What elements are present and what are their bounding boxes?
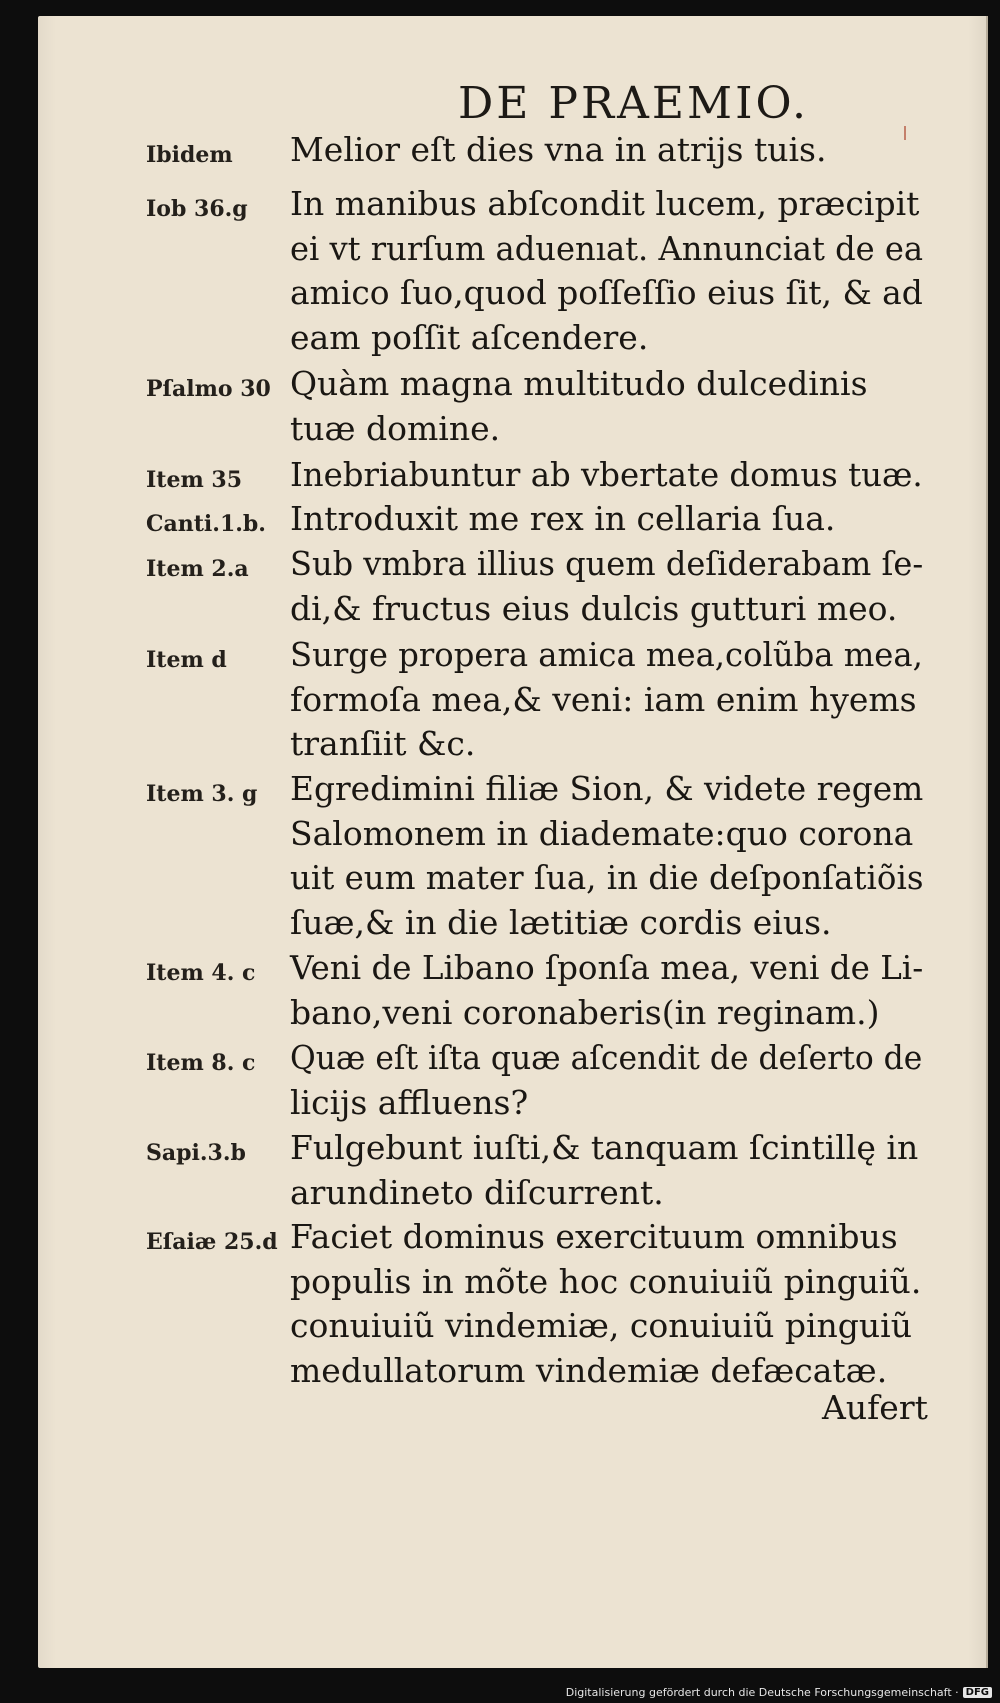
margin-ref: Item 3. g xyxy=(146,781,258,807)
text-line: conuiuiũ vindemiæ, conuiuiũ pinguiũ xyxy=(290,1306,912,1345)
text-line: Fulgebunt iuſti,& tanquam ſcintillę in xyxy=(290,1128,919,1167)
text-line: Egredimini filiæ Sion, & videte regem xyxy=(290,769,924,808)
footer-credit: Digitalisierung gefördert durch die Deutsche Forschungsgemeinschaft · xyxy=(565,1686,959,1699)
text-line: licijs affluens? xyxy=(290,1082,529,1122)
text-line: Melior eſt dies vna in atrijs tuis. xyxy=(290,130,827,169)
text-line: Inebriabuntur ab vbertate domus tuæ. xyxy=(290,455,923,494)
text-line: Veni de Libano ſponſa mea, veni de Li- xyxy=(290,948,924,987)
margin-ref: Eſaiæ 25.d xyxy=(146,1229,278,1255)
text-line: Quæ eſt iſta quæ aſcendit de deſerto de xyxy=(290,1038,923,1077)
text-line: populis in mõte hoc conuiuiũ pinguiũ. xyxy=(290,1261,922,1301)
text-line: ei vt rurſum aduenıat. Annunciat de ea xyxy=(290,228,924,268)
text-line: amico ſuo,quod poſſeſſio eius ſit, & ad xyxy=(290,273,923,312)
text-line: tranſiit &c. xyxy=(290,724,476,763)
dfg-logo: DFG xyxy=(963,1687,992,1698)
text-line: medullatorum vindemiæ defæcatæ. xyxy=(290,1350,888,1390)
margin-ref: Pſalmo 30 xyxy=(146,376,271,402)
margin-ref: Item 2.a xyxy=(146,556,249,582)
margin-ref: Iob 36.g xyxy=(146,196,248,222)
margin-ref: Item 4. c xyxy=(146,960,256,986)
digitization-footer xyxy=(566,1686,992,1699)
margin-ref: Sapi.3.b xyxy=(146,1140,246,1166)
text-line: formoſa mea,& veni: iam enim hyems xyxy=(290,679,917,719)
text-line: eam poſſit aſcendere. xyxy=(290,317,649,357)
text-line: arundineto diſcurrent. xyxy=(290,1172,664,1212)
text-line: bano,veni coronaberis(in reginam.) xyxy=(290,992,880,1032)
margin-ref: Canti.1.b. xyxy=(146,511,266,537)
text-line: di,& fructus eius dulcis gutturi meo. xyxy=(290,588,898,628)
book-page xyxy=(38,16,988,1668)
margin-ref: Item 35 xyxy=(146,467,243,493)
text-line: In manibus abſcondit lucem, præcipit xyxy=(290,184,920,223)
text-line: Sub vmbra illius quem deſiderabam ſe- xyxy=(290,544,924,583)
text-line: Salomonem in diademate:quo corona xyxy=(290,813,914,853)
text-line: Quàm magna multitudo dulcedinis xyxy=(290,364,868,403)
catchword: Aufert xyxy=(822,1388,928,1427)
text-line: ſuæ,& in die lætitiæ cordis eius. xyxy=(290,902,832,942)
margin-ref: Item d xyxy=(146,647,227,673)
margin-ref: Ibidem xyxy=(146,142,233,168)
text-line: Faciet dominus exercituum omnibus xyxy=(290,1217,898,1256)
text-line: tuæ domine. xyxy=(290,408,501,448)
text-line: Surge propera amica mea,colũba mea, xyxy=(290,635,923,674)
running-head: DE PRAEMIO. xyxy=(458,78,809,129)
margin-ref: Item 8. c xyxy=(146,1050,256,1076)
text-line: Introduxit me rex in cellaria ſua. xyxy=(290,499,836,538)
text-line: uit eum mater ſua, in die deſponſatiõis xyxy=(290,858,924,897)
